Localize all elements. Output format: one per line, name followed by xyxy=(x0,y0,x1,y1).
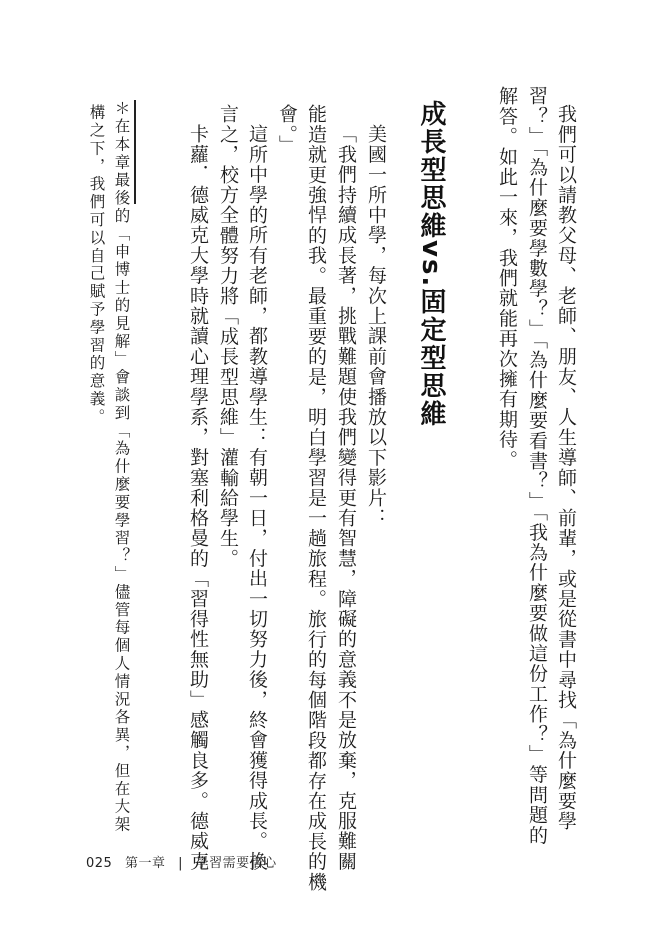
page-footer xyxy=(86,852,285,871)
chapter-label: 第一章 xyxy=(124,856,166,871)
text-column: 言之，校方全體努力將「成長型思維」灌輸給學生。 xyxy=(217,104,239,569)
text-column: 會。」 xyxy=(276,104,298,156)
footnote-column: ＊在本章最後的「申博士的見解」會談到「為什麼要學習？」儘管每個人情況各異，但在大架 xyxy=(112,100,131,834)
text-column: 能造就更強悍的我。最重要的是，明白學習是一趟旅程。旅行的每個階段都存在成長的機 xyxy=(305,104,327,892)
text-column: 卡蘿．德威克大學時就讀心理學系，對塞利格曼的「習得性無助」感觸良多。德威克 xyxy=(187,124,209,872)
section-heading: 成長型思維vs.固定型思維 xyxy=(416,100,446,429)
footnote-rule xyxy=(134,100,136,204)
text-column: 解答。如此一來，我們就能再次擁有期待。 xyxy=(496,86,518,470)
text-column: 美國一所中學，每次上課前會播放以下影片： xyxy=(365,124,387,528)
text-column: 我們可以請教父母、老師、朋友、人生導師、前輩，或是從書中尋找「為什麼要學 xyxy=(555,104,577,832)
page-number: 025 xyxy=(86,856,113,871)
footer-separator: | xyxy=(178,856,184,871)
text-column: 「我們持續成長著，挑戰難題使我們變得更有智慧，障礙的意義不是放棄，克服難關 xyxy=(335,124,357,872)
chapter-title: 學習需要信心 xyxy=(195,856,277,871)
text-column: 這所中學的所有老師，都教導學生：有朝一日，付出一切努力後，終會獲得成長。換 xyxy=(246,124,268,872)
footnote-column: 構之下，我們可以自己賦予學習的意義。 xyxy=(87,104,106,427)
text-column: 習？」「為什麼要學數學？」「為什麼要看書？」「我為什麼要做這份工作？」等問題的 xyxy=(526,86,548,846)
